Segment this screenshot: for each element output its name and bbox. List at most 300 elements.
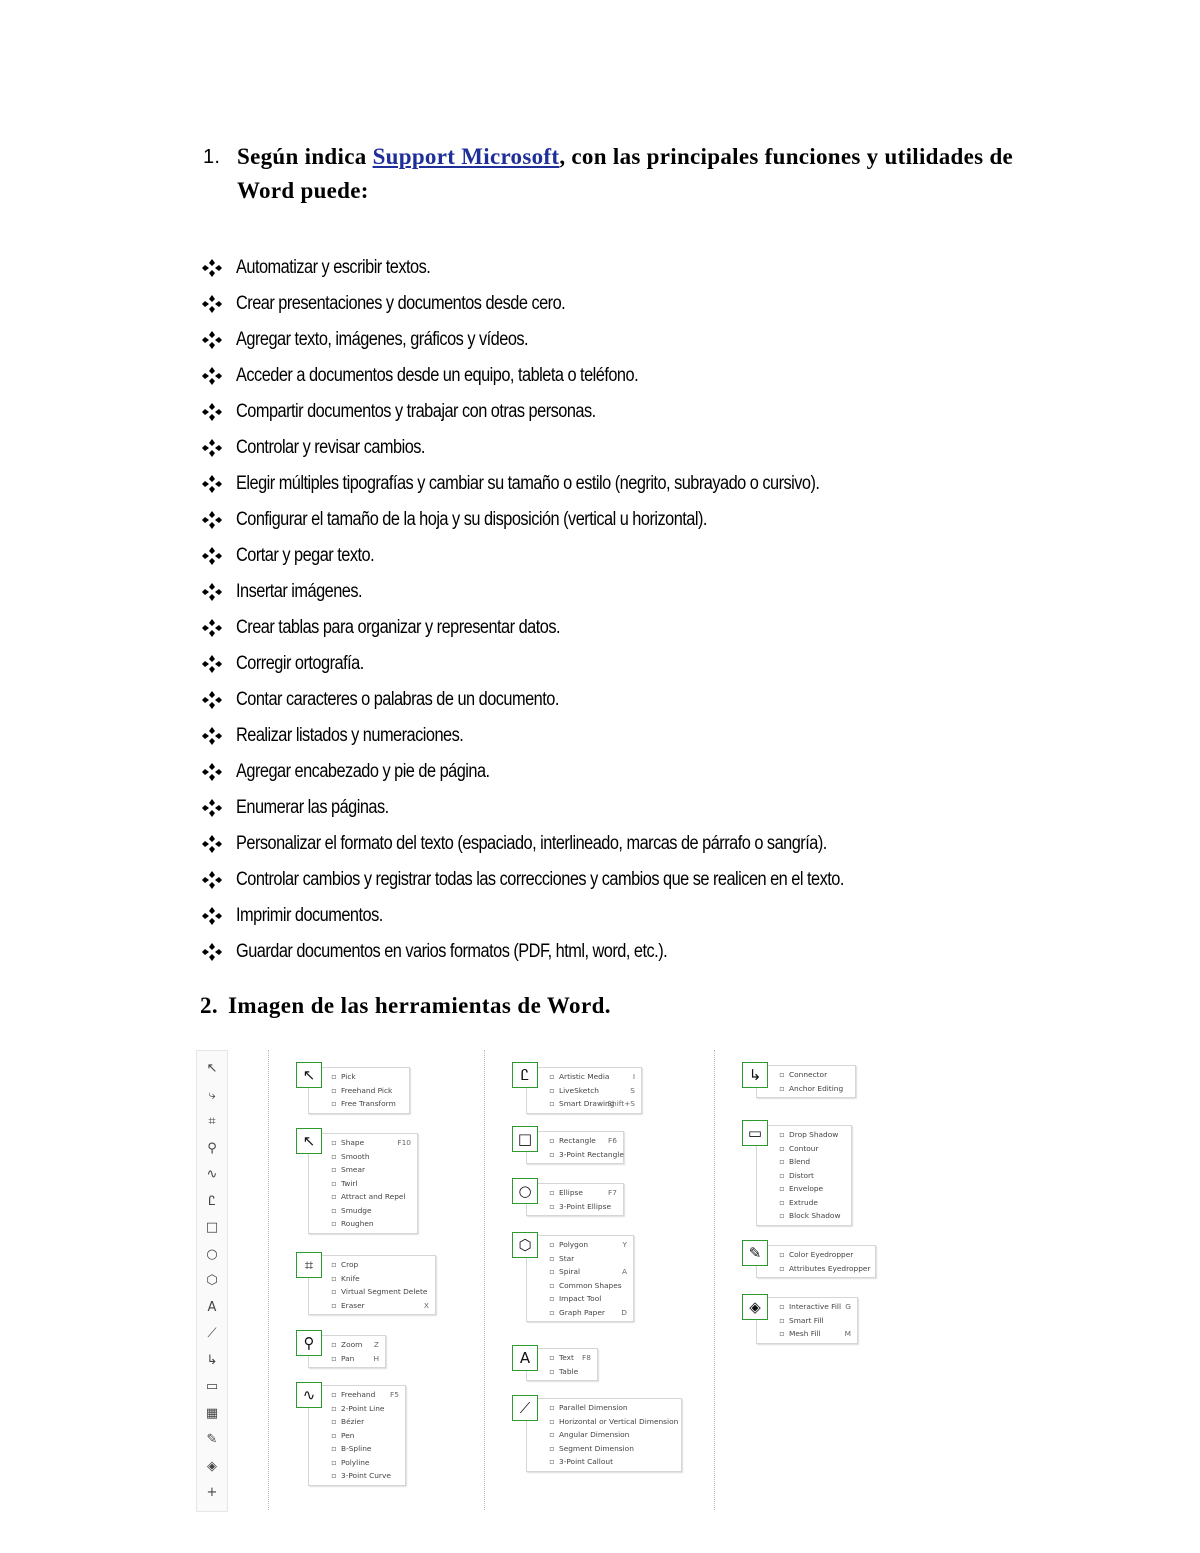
tool-group-icon[interactable]: □ <box>512 1126 538 1152</box>
question-2-text: Imagen de las herramientas de Word. <box>228 993 611 1018</box>
bullet-text: Elegir múltiples tipografías y cambiar su tamaño o estilo (negrito, subrayado o cursivo). <box>236 473 820 494</box>
bullet-text: Crear presentaciones y documentos desde cero. <box>236 293 566 314</box>
menu-item-icon: ▫ <box>779 1250 785 1259</box>
menu-item-icon: ▫ <box>331 1085 337 1095</box>
menu-item-label: Smear <box>341 1165 366 1174</box>
bullet-text: Configurar el tamaño de la hoja y su disposición (vertical u horizontal). <box>236 509 707 530</box>
tool-group-icon[interactable]: ⌗ <box>296 1252 322 1278</box>
flyout-menu <box>526 1235 634 1322</box>
flyout-menu-item[interactable] <box>757 1327 857 1341</box>
bullet-text: Insertar imágenes. <box>236 581 363 602</box>
diamond-bullet-icon <box>202 475 222 493</box>
flyout-menu-item[interactable] <box>757 1248 875 1262</box>
menu-item-label: 3-Point Callout <box>559 1457 613 1466</box>
bullet-item <box>200 610 943 646</box>
menu-item-icon: ▫ <box>331 1353 337 1363</box>
flyout-menu-item[interactable] <box>309 1272 435 1286</box>
flyout-menu-item[interactable] <box>527 1428 681 1442</box>
question-2-number: 2. <box>200 993 219 1018</box>
tool-group-icon[interactable]: ↖ <box>296 1062 322 1088</box>
flyout-menu-item[interactable] <box>527 1442 681 1456</box>
menu-item-label: 3-Point Ellipse <box>559 1201 611 1211</box>
tool-group-icon[interactable]: A <box>512 1345 538 1371</box>
diamond-bullet-icon <box>202 799 222 817</box>
menu-item-icon: ▫ <box>549 1099 555 1108</box>
bullet-text: Agregar encabezado y pie de página. <box>236 761 490 782</box>
diamond-bullet-icon <box>202 619 222 637</box>
flyout-menu-item[interactable] <box>309 1402 405 1416</box>
menu-item-icon: ▫ <box>549 1267 555 1276</box>
bullet-text: Agregar texto, imágenes, gráficos y vídeos. <box>236 329 529 350</box>
menu-item-label: Eraser <box>341 1300 365 1310</box>
menu-item-icon: ▫ <box>331 1151 337 1161</box>
flyout-menu-item[interactable] <box>757 1082 855 1096</box>
flyout-menu-item[interactable] <box>527 1415 681 1429</box>
diamond-bullet-icon <box>202 907 222 925</box>
question-1-text-before: Según indica <box>237 144 373 169</box>
bullet-item <box>200 250 943 286</box>
menu-item-label: Attract and Repel <box>341 1192 406 1201</box>
menu-item-label: Interactive Fill <box>789 1302 842 1311</box>
flyout-menu-item[interactable] <box>309 1163 417 1177</box>
bullet-text: Imprimir documentos. <box>236 905 383 926</box>
menu-item-shortcut: F7 <box>608 1188 617 1197</box>
flyout-menu-item[interactable] <box>757 1142 851 1156</box>
menu-item-label: B-Spline <box>341 1444 372 1453</box>
menu-item-shortcut: F8 <box>582 1353 591 1362</box>
menu-item-icon: ▫ <box>549 1403 555 1412</box>
menu-item-label: Ellipse <box>559 1188 583 1197</box>
menu-item-icon: ▫ <box>331 1099 337 1108</box>
question-1-heading <box>203 140 1023 208</box>
menu-item-shortcut: H <box>373 1353 379 1363</box>
flyout-menu-item[interactable] <box>527 1097 641 1111</box>
menu-item-shortcut: Shift+S <box>607 1099 635 1108</box>
flyout-menu-item[interactable] <box>527 1148 623 1162</box>
menu-item-icon: ▫ <box>779 1302 785 1311</box>
pick-icon[interactable]: ↖ <box>206 1061 218 1076</box>
toolbox-strip <box>196 1050 228 1512</box>
menu-item-label: Text <box>559 1353 574 1362</box>
bullet-text: Automatizar y escribir textos. <box>236 257 431 278</box>
menu-item-icon: ▫ <box>779 1263 785 1273</box>
menu-item-shortcut: Z <box>373 1340 379 1349</box>
bullet-item <box>200 682 943 718</box>
menu-item-icon: ▫ <box>549 1253 555 1263</box>
flyout-menu-item[interactable] <box>757 1128 851 1142</box>
text-icon[interactable]: A <box>207 1299 217 1315</box>
menu-item-icon: ▫ <box>549 1366 555 1376</box>
flyout-menu-item[interactable] <box>309 1070 409 1084</box>
menu-item-label: Bézier <box>341 1417 365 1426</box>
menu-item-icon: ▫ <box>549 1280 555 1290</box>
flyout-menu-item[interactable] <box>309 1456 405 1470</box>
menu-item-icon: ▫ <box>331 1430 337 1440</box>
polygon-icon[interactable]: ⬡ <box>206 1273 218 1288</box>
column-divider <box>484 1050 485 1510</box>
flyout-menu <box>308 1385 406 1486</box>
eyedropper-icon[interactable]: ✎ <box>206 1432 218 1447</box>
menu-item-shortcut: Y <box>622 1240 627 1249</box>
menu-item-label: Connector <box>789 1070 828 1079</box>
menu-item-label: 3-Point Curve <box>341 1471 391 1480</box>
menu-item-label: Envelope <box>789 1184 824 1193</box>
menu-item-label: LiveSketch <box>559 1085 599 1095</box>
bullet-item <box>200 358 943 394</box>
menu-item-label: Common Shapes <box>559 1280 622 1290</box>
bullet-text: Enumerar las páginas. <box>236 797 389 818</box>
tool-group-icon[interactable]: ◈ <box>742 1294 768 1320</box>
flyout-menu-item[interactable] <box>757 1300 857 1314</box>
tool-group-icon[interactable]: ✎ <box>742 1240 768 1266</box>
flyout-menu-item[interactable] <box>757 1068 855 1082</box>
menu-item-label: Twirl <box>341 1178 358 1188</box>
menu-item-shortcut: F10 <box>397 1138 411 1147</box>
zoom-icon[interactable]: ⚲ <box>207 1140 217 1156</box>
flyout-menu-item[interactable] <box>309 1469 405 1483</box>
flyout-menu-item[interactable] <box>527 1134 623 1148</box>
bullet-text: Guardar documentos en varios formatos (PDF, html, word, etc.). <box>236 941 668 962</box>
menu-item-label: Polyline <box>341 1457 370 1467</box>
menu-item-icon: ▫ <box>331 1340 337 1349</box>
bullet-item <box>200 466 943 502</box>
bullet-item <box>200 574 943 610</box>
flyout-menu-item[interactable] <box>527 1084 641 1098</box>
diamond-bullet-icon <box>202 943 222 961</box>
menu-item-icon: ▫ <box>779 1070 785 1079</box>
flyout-menu-item[interactable] <box>309 1415 405 1429</box>
column-divider <box>268 1050 269 1510</box>
menu-item-label: Drop Shadow <box>789 1130 839 1139</box>
menu-item-icon: ▫ <box>779 1170 785 1180</box>
bullet-item <box>200 934 943 970</box>
menu-item-icon: ▫ <box>331 1192 337 1201</box>
flyout-menu <box>526 1131 624 1164</box>
flyout-menu-item[interactable] <box>309 1084 409 1098</box>
menu-item-shortcut: S <box>630 1085 635 1095</box>
menu-item-label: Mesh Fill <box>789 1329 821 1338</box>
menu-item-label: Shape <box>341 1138 365 1147</box>
diamond-bullet-icon <box>202 583 222 601</box>
menu-item-icon: ▫ <box>549 1072 555 1081</box>
menu-item-icon: ▫ <box>549 1457 555 1466</box>
menu-item-icon: ▫ <box>549 1307 555 1317</box>
menu-item-icon: ▫ <box>779 1211 785 1220</box>
bullet-item <box>200 862 943 898</box>
menu-item-icon: ▫ <box>331 1072 337 1081</box>
menu-item-label: Contour <box>789 1143 819 1153</box>
bullet-text: Compartir documentos y trabajar con otras personas. <box>236 401 596 422</box>
flyout-menu-item[interactable] <box>527 1455 681 1469</box>
tool-group-icon[interactable]: ⚲ <box>296 1330 322 1356</box>
menu-item-label: Anchor Editing <box>789 1083 844 1093</box>
support-microsoft-link[interactable]: Support Microsoft <box>372 144 560 169</box>
menu-item-icon: ▫ <box>549 1188 555 1197</box>
flyout-menu-item[interactable] <box>309 1150 417 1164</box>
menu-item-label: Smooth <box>341 1151 370 1161</box>
bullet-item <box>200 502 943 538</box>
flyout-menu <box>526 1067 642 1114</box>
menu-item-icon: ▫ <box>549 1149 555 1159</box>
flyout-menu-item[interactable] <box>309 1136 417 1150</box>
diamond-bullet-icon <box>202 547 222 565</box>
flyout-menu <box>756 1245 876 1278</box>
bullet-text: Realizar listados y numeraciones. <box>236 725 464 746</box>
menu-item-label: Freehand Pick <box>341 1085 393 1095</box>
tool-group-icon[interactable]: ⟋ <box>512 1395 538 1421</box>
diamond-bullet-icon <box>202 259 222 277</box>
menu-item-icon: ▫ <box>549 1136 555 1145</box>
tool-group-icon[interactable]: Ꮭ <box>512 1062 538 1088</box>
artistic-media-icon[interactable]: Ꮭ <box>208 1193 216 1209</box>
freehand-pick-icon[interactable]: ⤷ <box>208 1087 216 1103</box>
tool-group-icon[interactable]: ⬡ <box>512 1232 538 1258</box>
menu-item-label: Attributes Eyedropper <box>789 1263 871 1273</box>
menu-item-icon: ▫ <box>779 1083 785 1093</box>
bullet-item <box>200 898 943 934</box>
menu-item-label: Angular Dimension <box>559 1430 630 1439</box>
flyout-menu-item[interactable] <box>527 1252 633 1266</box>
menu-item-label: Horizontal or Vertical Dimension <box>559 1416 679 1426</box>
menu-item-icon: ▫ <box>331 1219 337 1228</box>
menu-item-label: Crop <box>341 1260 359 1269</box>
menu-item-icon: ▫ <box>549 1430 555 1439</box>
diamond-bullet-icon <box>202 727 222 745</box>
bullet-item <box>200 646 943 682</box>
menu-item-label: Freehand <box>341 1390 376 1399</box>
bullet-text: Controlar cambios y registrar todas las correcciones y cambios que se realicen en el texto. <box>236 869 844 890</box>
menu-item-icon: ▫ <box>779 1157 785 1166</box>
flyout-menu-item[interactable] <box>757 1196 851 1210</box>
menu-item-icon: ▫ <box>779 1143 785 1153</box>
diamond-bullet-icon <box>202 835 222 853</box>
diamond-bullet-icon <box>202 403 222 421</box>
menu-item-icon: ▫ <box>331 1273 337 1283</box>
menu-item-label: Distort <box>789 1170 814 1180</box>
fill-icon[interactable]: ◈ <box>207 1458 217 1474</box>
bullet-text: Controlar y revisar cambios. <box>236 437 425 458</box>
flyout-menu-item[interactable] <box>309 1190 417 1204</box>
menu-item-icon: ▫ <box>331 1457 337 1467</box>
diamond-bullet-icon <box>202 439 222 457</box>
menu-item-icon: ▫ <box>549 1416 555 1426</box>
flyout-menu <box>308 1255 436 1315</box>
flyout-menu-item[interactable] <box>757 1169 851 1183</box>
menu-item-label: Extrude <box>789 1197 818 1207</box>
menu-item-icon: ▫ <box>779 1130 785 1139</box>
menu-item-label: Pan <box>341 1353 355 1363</box>
flyout-menu-item[interactable] <box>757 1182 851 1196</box>
diamond-bullet-icon <box>202 511 222 529</box>
connector-icon[interactable]: ↳ <box>206 1352 218 1368</box>
menu-item-label: Zoom <box>341 1340 363 1349</box>
menu-item-label: Smudge <box>341 1205 372 1215</box>
question-1-number: 1. <box>203 146 221 168</box>
menu-item-icon: ▫ <box>331 1390 337 1399</box>
menu-item-label: Free Transform <box>341 1099 396 1108</box>
bullet-text: Personalizar el formato del texto (espaciado, interlineado, marcas de párrafo o sangría). <box>236 833 827 854</box>
rectangle-icon[interactable]: □ <box>205 1220 219 1235</box>
menu-item-shortcut: X <box>423 1300 429 1310</box>
flyout-menu-item[interactable] <box>309 1299 435 1313</box>
bullet-item <box>200 826 943 862</box>
menu-item-shortcut: G <box>845 1302 851 1311</box>
menu-item-label: Impact Tool <box>559 1294 602 1303</box>
question-1-text-after: , con las principales funciones y utilidades de Word puede: <box>237 144 1014 203</box>
add-icon[interactable]: + <box>206 1485 218 1500</box>
menu-item-icon: ▫ <box>549 1240 555 1249</box>
flyout-menu <box>308 1067 410 1114</box>
menu-item-label: Pen <box>341 1430 355 1440</box>
diamond-bullet-icon <box>202 367 222 385</box>
menu-item-icon: ▫ <box>331 1300 337 1310</box>
menu-item-label: Virtual Segment Delete <box>341 1287 428 1296</box>
bullet-text: Acceder a documentos desde un equipo, tableta o teléfono. <box>236 365 639 386</box>
bullet-text: Crear tablas para organizar y representar datos. <box>236 617 561 638</box>
question-1-text <box>237 140 1023 208</box>
ellipse-icon[interactable]: ○ <box>206 1246 218 1262</box>
diamond-bullet-icon <box>202 655 222 673</box>
flyout-menu-item[interactable] <box>309 1429 405 1443</box>
menu-item-icon: ▫ <box>331 1178 337 1188</box>
bullet-item <box>200 322 943 358</box>
menu-item-icon: ▫ <box>331 1471 337 1480</box>
bullet-item <box>200 430 943 466</box>
bullet-item <box>200 286 943 322</box>
tool-group-icon[interactable]: ↖ <box>296 1128 322 1154</box>
flyout-menu <box>756 1065 856 1098</box>
tool-group-icon[interactable]: ○ <box>512 1178 538 1204</box>
flyout-menu-item[interactable] <box>527 1401 681 1415</box>
bullet-item <box>200 790 943 826</box>
flyout-menu <box>308 1133 418 1234</box>
bullet-text: Cortar y pegar texto. <box>236 545 375 566</box>
flyout-menu <box>526 1183 624 1216</box>
menu-item-icon: ▫ <box>331 1138 337 1147</box>
flyout-menu-item[interactable] <box>757 1262 875 1276</box>
menu-item-label: Roughen <box>341 1219 374 1228</box>
diamond-bullet-icon <box>202 295 222 313</box>
menu-item-shortcut: F5 <box>390 1390 399 1399</box>
bullet-item <box>200 754 943 790</box>
menu-item-icon: ▫ <box>549 1294 555 1303</box>
bullet-item <box>200 718 943 754</box>
menu-item-label: Segment Dimension <box>559 1443 634 1453</box>
menu-item-icon: ▫ <box>549 1201 555 1211</box>
menu-item-label: Artistic Media <box>559 1072 610 1081</box>
flyout-menu-item[interactable] <box>309 1258 435 1272</box>
tool-group-icon[interactable]: ∿ <box>296 1382 322 1408</box>
menu-item-label: Smart Drawing <box>559 1099 615 1108</box>
flyout-menu-item[interactable] <box>309 1285 435 1299</box>
menu-item-icon: ▫ <box>331 1165 337 1174</box>
menu-item-label: Color Eyedropper <box>789 1250 854 1259</box>
flyout-menu <box>756 1125 852 1226</box>
flyout-menu <box>756 1297 858 1344</box>
menu-item-label: Rectangle <box>559 1136 596 1145</box>
tool-group-icon[interactable]: ▭ <box>742 1120 768 1146</box>
menu-item-shortcut: I <box>632 1072 635 1081</box>
diamond-bullet-icon <box>202 691 222 709</box>
menu-item-icon: ▫ <box>331 1260 337 1269</box>
bullet-item <box>200 538 943 574</box>
flyout-menu-item[interactable] <box>527 1265 633 1279</box>
flyout-menu-item[interactable] <box>757 1314 857 1328</box>
menu-item-shortcut: M <box>844 1329 851 1338</box>
menu-item-label: Pick <box>341 1072 356 1081</box>
menu-item-icon: ▫ <box>779 1315 785 1325</box>
menu-item-icon: ▫ <box>549 1443 555 1453</box>
menu-item-icon: ▫ <box>549 1085 555 1095</box>
diamond-bullet-icon <box>202 871 222 889</box>
menu-item-shortcut: A <box>621 1267 627 1276</box>
flyout-menu-item[interactable] <box>527 1306 633 1320</box>
menu-item-label: Smart Fill <box>789 1315 824 1325</box>
flyout-menu-item[interactable] <box>757 1155 851 1169</box>
menu-item-shortcut: F6 <box>608 1136 617 1145</box>
menu-item-label: 3-Point Rectangle <box>559 1149 624 1159</box>
flyout-menu-item[interactable] <box>527 1238 633 1252</box>
menu-item-icon: ▫ <box>331 1417 337 1426</box>
diamond-bullet-icon <box>202 763 222 781</box>
dimension-icon[interactable]: ⟋ <box>207 1326 217 1341</box>
flyout-menu-item[interactable] <box>309 1204 417 1218</box>
menu-item-label: Parallel Dimension <box>559 1403 628 1412</box>
flyout-menu-item[interactable] <box>309 1177 417 1191</box>
flyout-menu-item[interactable] <box>757 1209 851 1223</box>
flyout-menu-item[interactable] <box>527 1186 623 1200</box>
functions-bullet-list <box>200 250 943 970</box>
flyout-menu-item[interactable] <box>309 1388 405 1402</box>
menu-item-label: Star <box>559 1253 575 1263</box>
flyout-menu-item[interactable] <box>527 1292 633 1306</box>
column-divider <box>714 1050 715 1510</box>
menu-item-icon: ▫ <box>331 1444 337 1453</box>
transparency-icon[interactable]: ▦ <box>205 1405 219 1421</box>
menu-item-label: Table <box>559 1366 579 1376</box>
menu-item-label: Knife <box>341 1273 360 1283</box>
crop-icon[interactable]: ⌗ <box>208 1114 216 1129</box>
menu-item-icon: ▫ <box>331 1205 337 1215</box>
menu-item-icon: ▫ <box>779 1184 785 1193</box>
menu-item-icon: ▫ <box>779 1329 785 1338</box>
question-2-heading <box>200 993 611 1019</box>
menu-item-icon: ▫ <box>549 1353 555 1362</box>
bullet-text: Corregir ortografía. <box>236 653 364 674</box>
menu-item-label: Block Shadow <box>789 1211 841 1220</box>
bullet-item <box>200 394 943 430</box>
menu-item-label: Graph Paper <box>559 1307 605 1317</box>
flyout-menu-item[interactable] <box>527 1279 633 1293</box>
menu-item-icon: ▫ <box>779 1197 785 1207</box>
flyout-menu-item[interactable] <box>309 1097 409 1111</box>
flyout-menu <box>526 1398 682 1472</box>
menu-item-icon: ▫ <box>331 1403 337 1413</box>
flyout-menu-item[interactable] <box>309 1442 405 1456</box>
menu-item-label: Blend <box>789 1157 811 1166</box>
flyout-menu-item[interactable] <box>309 1217 417 1231</box>
menu-item-label: Spiral <box>559 1267 581 1276</box>
menu-item-label: 2-Point Line <box>341 1403 385 1413</box>
menu-item-shortcut: D <box>621 1307 627 1317</box>
flyout-menu-item[interactable] <box>527 1200 623 1214</box>
freehand-icon[interactable]: ∿ <box>206 1167 218 1182</box>
tool-group-icon[interactable]: ↳ <box>742 1062 768 1088</box>
drop-shadow-icon[interactable]: ▭ <box>205 1379 219 1394</box>
diamond-bullet-icon <box>202 331 222 349</box>
bullet-text: Contar caracteres o palabras de un documento. <box>236 689 559 710</box>
flyout-menu-item[interactable] <box>527 1070 641 1084</box>
